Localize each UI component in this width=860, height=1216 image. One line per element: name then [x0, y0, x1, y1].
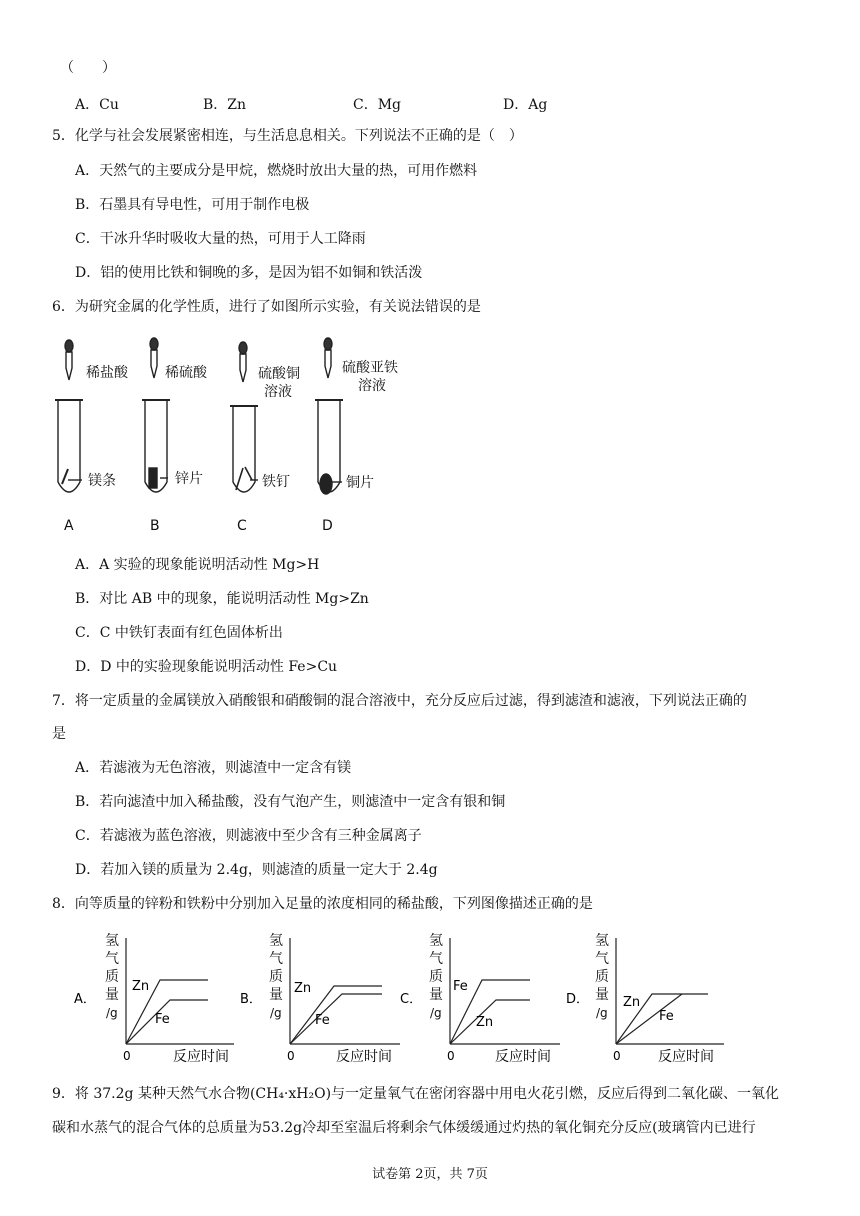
q4-option-b: B．Zn: [203, 97, 247, 113]
ylabel-char: 氢: [595, 933, 609, 949]
ylabel-unit: /g: [106, 1006, 118, 1020]
fe-label: Fe: [315, 1013, 330, 1028]
fe-curve: [290, 994, 382, 1044]
copper-piece: [320, 474, 332, 494]
ylabel-char: 量: [269, 987, 283, 1003]
iron-nail: [236, 467, 252, 490]
q5-option-c: C．干冰升华时吸收大量的热，可用于人工降雨: [75, 231, 366, 247]
q6-option-b: B．对比 AB 中的现象，能说明活动性 Mg>Zn: [75, 591, 369, 607]
origin-label: 0: [123, 1049, 131, 1063]
xlabel: 反应时间: [495, 1049, 551, 1065]
q6-stem: 6．为研究金属的化学性质，进行了如图所示实验，有关说法错误的是: [52, 299, 481, 315]
ylabel-unit: /g: [596, 1006, 608, 1020]
q8-graph-a: [74, 928, 234, 1066]
q7-option-b: B．若向滤渣中加入稀盐酸，没有气泡产生，则滤渣中一定含有银和铜: [75, 794, 506, 810]
dropper-label-d1: 硫酸亚铁: [342, 360, 398, 376]
ylabel-char: 量: [105, 987, 119, 1003]
dropper-label-d2: 溶液: [358, 378, 386, 394]
magnesium-strip: [62, 469, 68, 484]
ylabel-char: 质: [595, 969, 609, 985]
origin-label: 0: [287, 1049, 295, 1063]
ylabel-char: 质: [105, 969, 119, 985]
xlabel: 反应时间: [658, 1049, 714, 1065]
ylabel-unit: /g: [430, 1006, 442, 1020]
ylabel-char: 质: [429, 969, 443, 985]
q7-stem-line2: 是: [52, 726, 66, 742]
dropper-icon: [239, 342, 247, 382]
q7-stem-line1: 7．将一定质量的金属镁放入硝酸银和硝酸铜的混合溶液中，充分反应后过滤，得到滤渣和滤液，下列说法正确的: [52, 693, 747, 709]
q8-graph-b: [240, 928, 400, 1066]
dropper-label-c2: 溶液: [264, 384, 292, 400]
q4-option-c: C．Mg: [353, 97, 402, 113]
ylabel-char: 氢: [429, 933, 443, 949]
ylabel-char: 气: [105, 951, 119, 967]
ylabel-char: 质: [269, 969, 283, 985]
dropper-label-a: 稀盐酸: [86, 365, 128, 381]
q9-stem-line2: 碳和水蒸气的混合气体的总质量为53.2g冷却至室温后将剩余气体缓缓通过灼热的氧化铜充分反应(玻璃管内已进行: [52, 1120, 756, 1136]
page-footer: 试卷第 2页，共 7页: [372, 1167, 488, 1182]
dropper-label-b: 稀硫酸: [165, 365, 207, 381]
q8-graph-d: [566, 928, 726, 1066]
tube-letter-b: B: [150, 518, 160, 534]
fe-label: Fe: [659, 1009, 674, 1024]
q5-option-d: D．铝的使用比铁和铜晚的多，是因为铝不如铜和铁活泼: [75, 265, 423, 281]
ylabel-char: 气: [429, 951, 443, 967]
graph-letter-a: A．: [74, 992, 96, 1007]
ylabel-char: 气: [269, 951, 283, 967]
q6-option-d: D．D 中的实验现象能说明活动性 Fe>Cu: [75, 659, 338, 675]
metal-label-c: 铁钉: [262, 474, 290, 490]
metal-label-b: 锌片: [175, 471, 203, 487]
ylabel-char: 氢: [269, 933, 283, 949]
zinc-piece: [149, 468, 157, 488]
dropper-icon: [324, 338, 332, 378]
q4-option-a: A．Cu: [75, 97, 119, 113]
ylabel-char: 量: [429, 987, 443, 1003]
graph-letter-c: C．: [400, 992, 423, 1007]
xlabel: 反应时间: [173, 1049, 229, 1065]
fe-label: Fe: [155, 1012, 170, 1027]
q5-option-a: A．天然气的主要成分是甲烷，燃烧时放出大量的热，可用作燃料: [75, 163, 478, 179]
tube-letter-a: A: [64, 518, 74, 534]
q8-graph-c: [400, 928, 560, 1066]
zn-label: Zn: [132, 979, 150, 994]
xlabel: 反应时间: [336, 1049, 392, 1065]
ylabel-char: 氢: [105, 933, 119, 949]
origin-label: 0: [447, 1049, 455, 1063]
q7-option-d: D．若加入镁的质量为 2.4g，则滤渣的质量一定大于 2.4g: [75, 862, 438, 878]
q5-option-b: B．石墨具有导电性，可用于制作电极: [75, 197, 310, 213]
tube-letter-d: D: [322, 518, 333, 534]
tube-letter-c: C: [237, 518, 247, 534]
ylabel-char: 气: [595, 951, 609, 967]
q6-option-c: C．C 中铁钉表面有红色固体析出: [75, 625, 283, 641]
graph-letter-b: B．: [240, 992, 262, 1007]
dropper-icon: [65, 340, 73, 380]
q6-option-a: A．A 实验的现象能说明活动性 Mg>H: [75, 557, 320, 573]
graph-letter-d: D．: [566, 992, 590, 1007]
q9-stem-line1: 9．将 37.2g 某种天然气水合物(CH₄·xH₂O)与一定量氧气在密闭容器中用电火花引燃，反应后得到二氧化碳、一氧化: [52, 1086, 780, 1102]
q5-stem: 5．化学与社会发展紧密相连，与生活息息相关。下列说法不正确的是（ ）: [52, 128, 523, 144]
q4-answer-bracket: （ ）: [60, 60, 116, 76]
q8-stem: 8．向等质量的锌粉和铁粉中分别加入足量的浓度相同的稀盐酸，下列图像描述正确的是: [52, 896, 593, 912]
metal-label-d: 铜片: [346, 475, 374, 491]
q4-option-d: D．Ag: [503, 97, 548, 113]
zn-label: Zn: [476, 1015, 494, 1030]
metal-label-a: 镁条: [88, 473, 116, 489]
origin-label: 0: [613, 1049, 621, 1063]
test-tube-a: [58, 400, 80, 492]
ylabel-unit: /g: [270, 1006, 282, 1020]
q7-option-c: C．若滤液为蓝色溶液，则滤液中至少含有三种金属离子: [75, 828, 422, 844]
dropper-label-c1: 硫酸铜: [258, 366, 300, 382]
q6-test-tube-figure: [50, 332, 410, 540]
zn-label: Zn: [294, 981, 312, 996]
ylabel-char: 量: [595, 987, 609, 1003]
dropper-icon: [150, 338, 158, 378]
q7-option-a: A．若滤液为无色溶液，则滤渣中一定含有镁: [75, 760, 352, 776]
zn-label: Zn: [623, 995, 641, 1010]
fe-label: Fe: [453, 979, 468, 994]
